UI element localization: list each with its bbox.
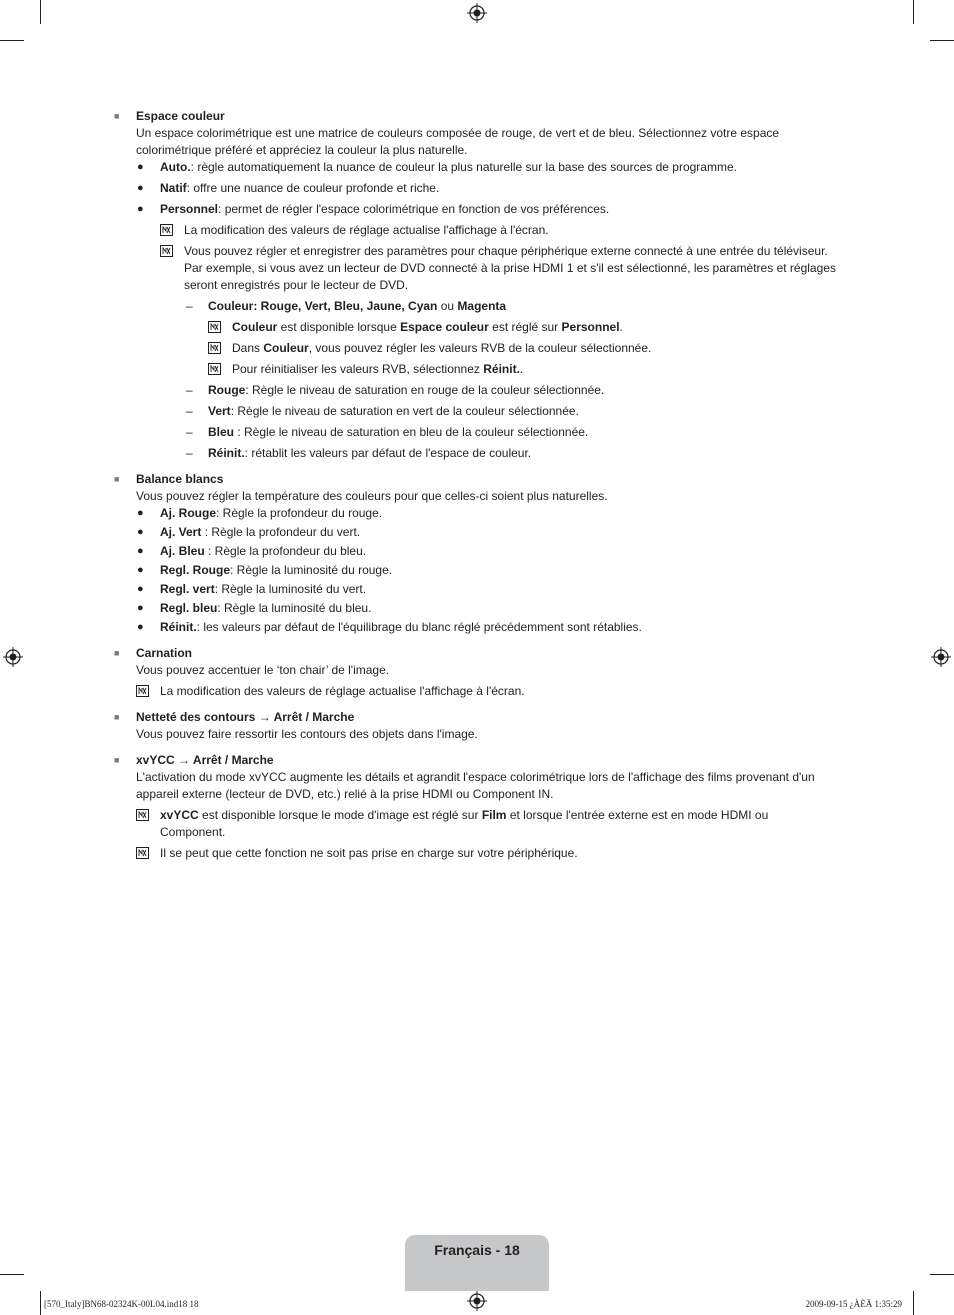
note-icon [160,222,173,236]
note-icon [160,243,173,257]
note-icon [136,845,149,859]
note-text: , vous pouvez régler les valeurs RVB de la couleur sélectionnée. [308,341,652,355]
note [0,361,954,378]
list-item [0,201,954,218]
list-item [0,524,954,541]
dash-item [0,382,954,399]
note [0,683,954,700]
note-term: Film [481,808,507,822]
item-term: Personnel [160,202,219,216]
note-term: Couleur [232,320,278,334]
item-term: Vert [208,404,231,418]
item-text: : permet de régler l'espace colorimétrique en fonction de vos préférences. [218,202,610,216]
dot-bullet-icon: ● [137,564,144,576]
square-bullet-icon: ■ [114,755,120,765]
dash-item [0,445,954,462]
balance-list [0,505,954,636]
note-term: Réinit. [483,362,520,376]
item-text: : Règle le niveau de saturation en bleu de la couleur sélectionnée. [234,425,589,439]
note-text: et lorsque l'entrée externe est en mode HDMI ou Component. [160,808,769,839]
square-bullet-icon: ■ [114,474,120,484]
note-icon [136,807,149,821]
crop-mark [0,40,24,41]
note-text: La modification des valeurs de réglage actualise l'affichage à l'écran. [184,223,549,237]
section-carnation [0,645,954,662]
print-slug-left: [570_Italy]BN68-02324K-00L04.ind18 18 [44,1299,199,1309]
section-title: Netteté des contours → Arrêt / Marche [136,710,355,724]
dash-bullet: – [186,425,193,439]
item-text: : Règle la luminosité du vert. [214,582,367,596]
dash-bullet: – [186,446,193,460]
item-text: : Règle la profondeur du rouge. [216,506,383,520]
registration-mark-icon [467,1291,487,1311]
print-slug-right: 2009-09-15 ¿ÀÈÄ 1:35:29 [805,1299,902,1309]
list-item [0,600,954,617]
section-description: Vous pouvez régler la température des couleurs pour que celles-ci soient plus naturelles. [136,489,608,503]
item-term: Bleu [208,425,235,439]
item-term: Réinit. [160,620,197,634]
item-term: Natif [160,181,187,195]
note-text: est disponible lorsque le mode d'image est réglé sur [198,808,482,822]
list-item [0,180,954,197]
dash-bullet: – [186,404,193,418]
item-term: Regl. vert [160,582,215,596]
list-item [0,159,954,176]
dot-bullet-icon: ● [137,526,144,538]
item-term: Aj. Rouge [160,506,216,520]
registration-mark-icon [467,3,487,23]
list-item [0,543,954,560]
crop-mark [40,0,41,24]
note-text: Dans [232,341,264,355]
dot-bullet-icon: ● [137,583,144,595]
section-description: L'activation du mode xvYCC augmente les détails et agrandit l'espace colorimétrique lors de l'affichage des films provenant d'un appareil externe (lecteur de DVD, etc.) relié à la prise HDMI ou Component IN. [136,770,815,801]
section-description: Un espace colorimétrique est une matrice de couleurs composée de rouge, de vert et de bleu. Sélectionnez votre espace colorimétrique préféré et appréciez la couleur la plus naturelle. [136,126,780,157]
page-content [0,108,954,862]
section-description: Vous pouvez faire ressortir les contours des objets dans l'image. [136,727,478,741]
item-text: : Règle la luminosité du rouge. [230,563,393,577]
item-term: Magenta [457,299,507,313]
dot-bullet-icon: ● [137,602,144,614]
section-description: Vous pouvez accentuer le ‘ton chair’ de l'image. [136,663,390,677]
note-icon [208,340,221,354]
dot-bullet-icon: ● [137,203,144,215]
note [0,319,954,336]
section-nettete [0,709,954,726]
item-text: : règle automatiquement la nuance de couleur la plus naturelle sur la base des sources de programme. [190,160,737,174]
square-bullet-icon: ■ [114,111,120,121]
section-espace-couleur [0,108,954,125]
crop-mark [0,1274,24,1275]
dot-bullet-icon: ● [137,182,144,194]
note-text: est réglé sur [488,320,562,334]
dot-bullet-icon: ● [137,621,144,633]
dot-bullet-icon: ● [137,545,144,557]
note-term: xvYCC [160,808,199,822]
item-term: Auto. [160,160,191,174]
item-term: Regl. Rouge [160,563,231,577]
item-term: Couleur: Rouge, Vert, Bleu, Jaune, Cyan [208,299,438,313]
note-text: La modification des valeurs de réglage actualise l'affichage à l'écran. [160,684,525,698]
note-term: Personnel [561,320,620,334]
item-text: : offre une nuance de couleur profonde et riche. [186,181,440,195]
section-title: Espace couleur [136,109,225,123]
square-bullet-icon: ■ [114,648,120,658]
crop-mark [40,1291,41,1315]
item-text: : Règle le niveau de saturation en vert de la couleur sélectionnée. [230,404,579,418]
dash-bullet: – [186,299,193,313]
dot-bullet-icon: ● [137,507,144,519]
item-term: Rouge [208,383,246,397]
note-term: Espace couleur [400,320,489,334]
dash-item [0,424,954,441]
note [0,243,844,294]
crop-mark [930,40,954,41]
item-text: : rétablit les valeurs par défaut de l'espace de couleur. [244,446,532,460]
page-number-tab [405,1235,549,1291]
dash-bullet: – [186,383,193,397]
item-text: : Règle le niveau de saturation en rouge de la couleur sélectionnée. [245,383,605,397]
crop-mark [913,0,914,24]
list-item [0,581,954,598]
section-title: xvYCC → Arrêt / Marche [136,753,274,767]
item-term: Regl. bleu [160,601,218,615]
section-balance-blancs [0,471,954,488]
note-text: . [619,320,623,334]
crop-mark [913,1291,914,1315]
dash-item [0,298,954,315]
note-term: Couleur [263,341,309,355]
note-text: Vous pouvez régler et enregistrer des paramètres pour chaque périphérique externe connecté à une entrée du téléviseur. Par exemple, si vous avez un lecteur de DVD connecté à la prise HDMI 1 et s'il est sélectionné, les paramètres et réglages seront enregistrés pour le lecteur de DVD. [184,244,836,292]
list-item [0,562,954,579]
note-text: Pour réinitialiser les valeurs RVB, sélectionnez [232,362,484,376]
item-term: Réinit. [208,446,245,460]
dot-bullet-icon: ● [137,161,144,173]
note-icon [208,361,221,375]
note [0,845,954,862]
dash-item [0,403,954,420]
note-icon [136,683,149,697]
item-text: : Règle la profondeur du vert. [201,525,361,539]
square-bullet-icon: ■ [114,712,120,722]
item-text: : Règle la profondeur du bleu. [204,544,367,558]
item-term: Aj. Vert [160,525,202,539]
item-text: : Règle la luminosité du bleu. [217,601,372,615]
note [0,807,790,841]
list-item [0,505,954,522]
note-text: Il se peut que cette fonction ne soit pas prise en charge sur votre périphérique. [160,846,578,860]
crop-mark [930,1274,954,1275]
item-term: Aj. Bleu [160,544,205,558]
note [0,340,954,357]
note [0,222,954,239]
note-text: . [519,362,524,376]
page-number: Français - 18 [434,1242,520,1258]
list-item [0,619,954,636]
item-text: : les valeurs par défaut de l'équilibrage du blanc réglé précédemment sont rétablies. [196,620,642,634]
note-icon [208,319,221,333]
note-text: est disponible lorsque [277,320,401,334]
section-title: Balance blancs [136,472,224,486]
section-xvycc [0,752,954,769]
item-text: ou [437,299,458,313]
section-title: Carnation [136,646,193,660]
